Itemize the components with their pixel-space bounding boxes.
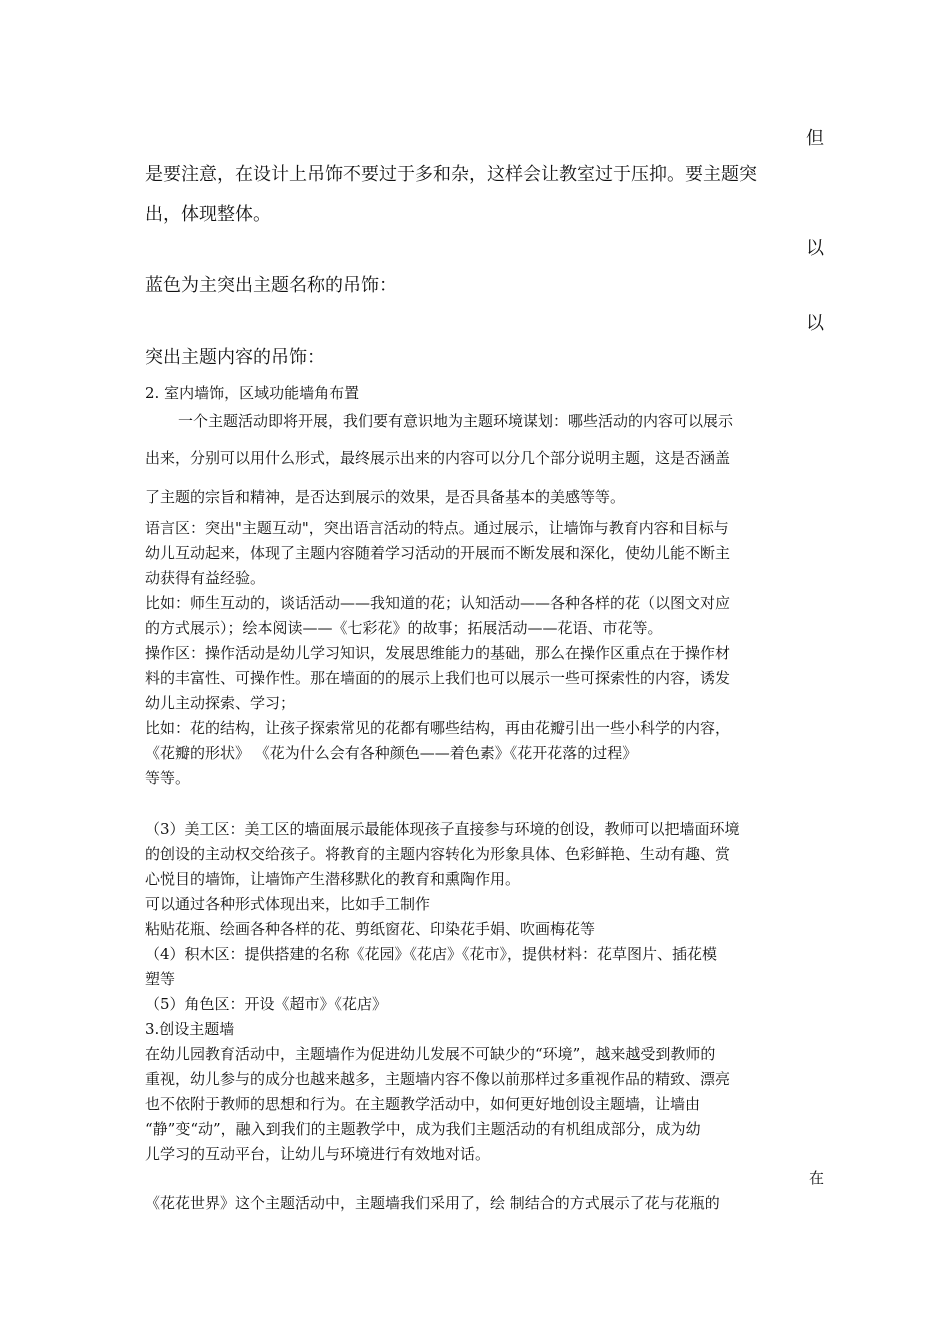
text-line: （4）积木区：提供搭建的名称《花园》《花店》《花市》，提供材料：花草图片、插花模 — [145, 945, 718, 963]
text-line: （3）美工区：美工区的墙面展示最能体现孩子直接参与环境的创设，教师可以把墙面环境 — [145, 820, 740, 838]
text-line: 重视，幼儿参与的成分也越来越多，主题墙内容不像以前那样过多重视作品的精致、漂亮 — [145, 1070, 731, 1088]
text-line: 出来，分别可以用什么形式，最终展示出来的内容可以分几个部分说明主题，这是否涵盖 — [145, 449, 731, 467]
text-line: 了主题的宗旨和精神，是否达到展示的效果，是否具备基本的美感等等。 — [145, 488, 626, 506]
text-line: 以 — [806, 313, 824, 334]
text-line: 也不依附于教师的思想和行为。在主题教学活动中，如何更好地创设主题墙，让墙由 — [145, 1095, 701, 1113]
text-line: 蓝色为主突出主题名称的吊饰： — [145, 275, 397, 296]
text-line: 操作区：操作活动是幼儿学习知识，发展思维能力的基础，那么在操作区重点在于操作材 — [145, 644, 731, 662]
text-line: 突出主题内容的吊饰： — [145, 347, 325, 368]
section-heading: 3.创设主题墙 — [145, 1020, 235, 1038]
text-line: 比如：花的结构，让孩子探索常见的花都有哪些结构，再由花瓣引出一些小科学的内容， — [145, 719, 731, 737]
text-line: 的方式展示）；绘本阅读——《七彩花》的故事；拓展活动——花语、市花等。 — [145, 619, 663, 637]
text-line: 在幼儿园教育活动中，主题墙作为促进幼儿发展不可缺少的“环境”，越来越受到教师的 — [145, 1045, 716, 1063]
text-line: 《花瓣的形状》 《花为什么会有各种颜色——着色素》《花开花落的过程》 — [145, 744, 638, 762]
text-line: 语言区：突出"主题互动"，突出语言活动的特点。通过展示，让墙饰与教育内容和目标与 — [145, 519, 729, 537]
text-line: 是要注意，在设计上吊饰不要过于多和杂，这样会让教室过于压抑。要主题突 — [145, 164, 757, 185]
text-line: 塑等 — [145, 970, 176, 988]
text-line: 出，体现整体。 — [145, 204, 271, 225]
text-line: 儿学习的互动平台，让幼儿与环境进行有效地对话。 — [145, 1145, 491, 1163]
text-line: （5）角色区：开设《超市》《花店》 — [145, 995, 388, 1013]
text-line: 可以通过各种形式体现出来，比如手工制作 — [145, 895, 431, 913]
text-line: 以 — [806, 238, 824, 259]
text-line: “静”变“动”，融入到我们的主题教学中，成为我们主题活动的有机组成部分，成为幼 — [145, 1120, 701, 1138]
text-line: 但 — [806, 128, 824, 149]
section-heading: 2. 室内墙饰，区域功能墙角布置 — [145, 384, 360, 402]
text-line: 料的丰富性、可操作性。那在墙面的的展示上我们也可以展示一些可探索性的内容，诱发 — [145, 669, 731, 687]
text-line: 在 — [808, 1169, 824, 1187]
text-line: 心悦目的墙饰，让墙饰产生潜移默化的教育和熏陶作用。 — [145, 870, 521, 888]
text-line: 的创设的主动权交给孩子。将教育的主题内容转化为形象具体、色彩鲜艳、生动有趣、赏 — [145, 845, 731, 863]
text-line: 粘贴花瓶、绘画各种各样的花、剪纸窗花、印染花手娟、吹画梅花等 — [145, 920, 596, 938]
text-line: 《花花世界》这个主题活动中，主题墙我们采用了，绘 制结合的方式展示了花与花瓶的 — [145, 1194, 720, 1212]
text-line: 一个主题活动即将开展，我们要有意识地为主题环境谋划：哪些活动的内容可以展示 — [178, 412, 734, 430]
text-line: 等等。 — [145, 769, 191, 787]
text-line: 幼儿互动起来，体现了主题内容随着学习活动的开展而不断发展和深化，使幼儿能不断主 — [145, 544, 731, 562]
text-line: 幼儿主动探索、学习； — [145, 694, 296, 712]
text-line: 比如：师生互动的，谈话活动——我知道的花；认知活动——各种各样的花（以图文对应 — [145, 594, 731, 612]
text-line: 动获得有益经验。 — [145, 569, 266, 587]
